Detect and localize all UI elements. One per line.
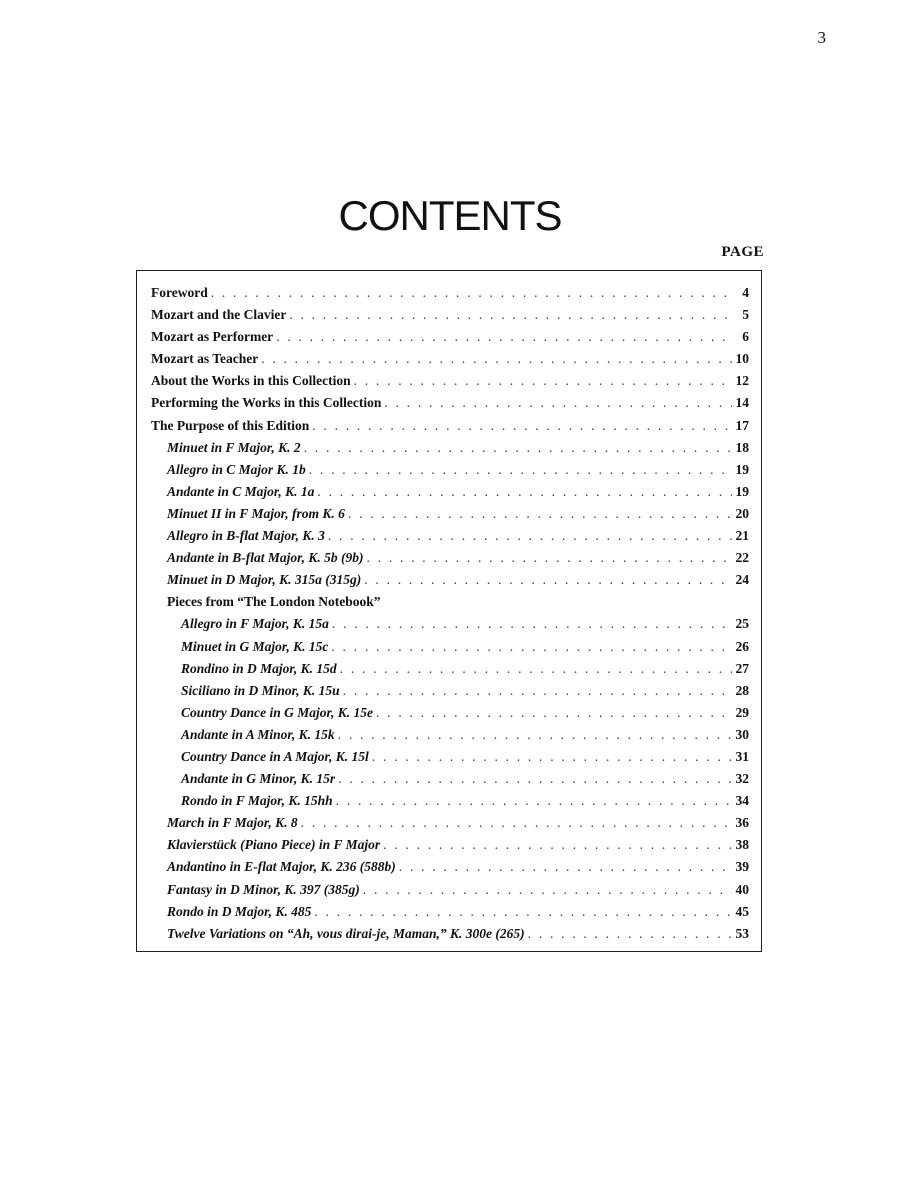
- toc-entry-page: 38: [735, 837, 749, 853]
- toc-entry-label: Performing the Works in this Collection: [151, 395, 382, 411]
- toc-entry-page: 19: [735, 483, 749, 499]
- toc-entry-page: 4: [742, 285, 749, 300]
- toc-subheading-label: Pieces from “The London Notebook”: [167, 594, 381, 610]
- toc-entry-label: Rondino in D Major, K. 15d: [181, 660, 337, 676]
- toc-entry-page: 36: [735, 815, 749, 831]
- dot-leader: [304, 440, 732, 456]
- toc-entry-label: March in F Major, K. 8: [167, 815, 298, 831]
- toc-entry-about-the-works[interactable]: [151, 373, 749, 395]
- dot-leader: [314, 904, 732, 920]
- toc-entry-label: Minuet in D Major, K. 315a (315g): [167, 572, 362, 588]
- dot-leader: [376, 705, 732, 721]
- toc-entry-label: Mozart as Performer: [151, 329, 274, 345]
- toc-entry-page: 20: [735, 505, 749, 521]
- toc-entry-piece[interactable]: [151, 639, 749, 661]
- toc-entry-label: Rondo in F Major, K. 15hh: [181, 793, 333, 809]
- dot-leader: [309, 462, 732, 478]
- dot-leader: [343, 683, 732, 699]
- toc-entry-mozart-as-teacher[interactable]: [151, 351, 749, 373]
- toc-entry-label: Country Dance in A Major, K. 15l: [181, 748, 369, 764]
- dot-leader: [348, 506, 732, 522]
- toc-entry-page: 28: [735, 682, 749, 698]
- dot-leader: [372, 749, 732, 765]
- toc-entry-piece[interactable]: [151, 440, 749, 462]
- toc-entry-piece[interactable]: [151, 572, 749, 594]
- toc-entry-piece[interactable]: [151, 793, 749, 815]
- toc-entry-label: About the Works in this Collection: [151, 373, 351, 389]
- dot-leader: [399, 859, 732, 875]
- toc-entry-piece[interactable]: [151, 705, 749, 727]
- toc-entry-label: The Purpose of this Edition: [151, 417, 310, 433]
- toc-entry-page: 6: [742, 329, 749, 345]
- toc-entry-page: 17: [735, 417, 749, 433]
- toc-entry-page: 27: [735, 660, 749, 676]
- toc-entry-page: 5: [742, 307, 749, 323]
- toc-entry-label: Mozart and the Clavier: [151, 307, 287, 323]
- toc-entry-page: 29: [735, 704, 749, 720]
- toc-entry-page: 32: [735, 771, 749, 787]
- toc-entry-piece[interactable]: [151, 661, 749, 683]
- toc-entry-label: Foreword: [151, 285, 208, 300]
- toc-entry-label: Andante in C Major, K. 1a: [167, 483, 315, 499]
- dot-leader: [211, 285, 732, 301]
- toc-entry-page: 45: [735, 903, 749, 919]
- toc-entry-piece[interactable]: [151, 550, 749, 572]
- toc-entry-page: 14: [735, 395, 749, 411]
- dot-leader: [276, 329, 732, 345]
- toc-entry-label: Andante in B-flat Major, K. 5b (9b): [167, 550, 364, 566]
- toc-entry-label: Allegro in B-flat Major, K. 3: [167, 528, 325, 544]
- toc-entry-label: Allegro in C Major K. 1b: [167, 461, 306, 477]
- dot-leader: [340, 661, 732, 677]
- toc-entry-piece[interactable]: [151, 683, 749, 705]
- toc-entry-mozart-as-performer[interactable]: [151, 329, 749, 351]
- toc-entry-page: 10: [735, 351, 749, 367]
- toc-entry-page: 53: [735, 925, 749, 941]
- toc-entry-piece[interactable]: [151, 815, 749, 837]
- dot-leader: [364, 572, 732, 588]
- toc-entry-piece[interactable]: [151, 749, 749, 771]
- toc-entry-page: 19: [735, 461, 749, 477]
- page-title: CONTENTS: [338, 192, 562, 239]
- toc-entry-mozart-and-the-clavier[interactable]: [151, 307, 749, 329]
- dot-leader: [301, 815, 732, 831]
- toc-entry-label: Klavierstück (Piano Piece) in F Major: [167, 837, 381, 853]
- toc-entry-label: Andantino in E-flat Major, K. 236 (588b): [167, 859, 396, 875]
- toc-entry-label: Andante in A Minor, K. 15k: [181, 726, 335, 742]
- dot-leader: [354, 373, 732, 389]
- toc-entry-label: Country Dance in G Major, K. 15e: [181, 704, 374, 720]
- toc-entry-page: 22: [735, 550, 749, 566]
- toc-entry-piece[interactable]: [151, 882, 749, 904]
- toc-entry-piece[interactable]: [151, 837, 749, 859]
- dot-leader: [289, 307, 732, 323]
- toc-subheading-london-notebook: [151, 594, 749, 616]
- toc-entry-label: Minuet in G Major, K. 15c: [181, 638, 329, 654]
- toc-entry-performing-the-works[interactable]: [151, 395, 749, 417]
- toc-entry-piece[interactable]: [151, 771, 749, 793]
- dot-leader: [332, 616, 732, 632]
- toc-entry-label: Siciliano in D Minor, K. 15u: [181, 682, 340, 698]
- toc-entry-purpose-of-edition[interactable]: [151, 418, 749, 440]
- toc-entry-piece[interactable]: [151, 462, 749, 484]
- dot-leader: [383, 837, 732, 853]
- dot-leader: [363, 882, 732, 898]
- toc-entry-piece[interactable]: [151, 616, 749, 638]
- toc-entry-piece[interactable]: [151, 926, 749, 948]
- toc-entry-page: 12: [735, 373, 749, 389]
- dot-leader: [367, 550, 732, 566]
- dot-leader: [317, 484, 732, 500]
- dot-leader: [336, 793, 732, 809]
- toc-entry-page: 26: [735, 638, 749, 654]
- toc-entry-page: 24: [735, 572, 749, 588]
- toc-entry-label: Andante in G Minor, K. 15r: [181, 771, 336, 787]
- dot-leader: [312, 418, 732, 434]
- toc-entry-page: 30: [735, 726, 749, 742]
- dot-leader: [384, 395, 732, 411]
- dot-leader: [331, 639, 732, 655]
- toc-entry-piece[interactable]: [151, 859, 749, 881]
- dot-leader: [338, 727, 732, 743]
- toc-entry-label: Rondo in D Major, K. 485: [167, 903, 312, 919]
- toc-entry-page: 25: [735, 616, 749, 632]
- toc-entry-label: Allegro in F Major, K. 15a: [181, 616, 329, 632]
- dot-leader: [261, 351, 732, 367]
- toc-entry-page: 21: [735, 528, 749, 544]
- toc-entry-page: 39: [735, 859, 749, 875]
- dot-leader: [528, 926, 732, 942]
- page-column-header: PAGE: [721, 244, 764, 260]
- toc-entry-page: 18: [735, 439, 749, 455]
- dot-leader: [338, 771, 732, 787]
- toc-entry-piece[interactable]: [151, 506, 749, 528]
- toc-entry-page: 31: [735, 748, 749, 764]
- toc-entry-piece[interactable]: [151, 904, 749, 926]
- toc-entry-label: Mozart as Teacher: [151, 351, 259, 367]
- toc-entry-page: 34: [735, 793, 749, 809]
- contents-box: [136, 270, 762, 952]
- dot-leader: [328, 528, 732, 544]
- toc-entry-label: Fantasy in D Minor, K. 397 (385g): [167, 881, 360, 897]
- toc-entry-label: Minuet in F Major, K. 2: [167, 439, 301, 455]
- toc-entry-label: Minuet II in F Major, from K. 6: [167, 505, 345, 521]
- toc-entry-piece[interactable]: [151, 727, 749, 749]
- toc-entry-label: Twelve Variations on “Ah, vous dirai-je, Maman,” K. 300e (265): [167, 925, 525, 941]
- toc-entry-piece[interactable]: [151, 528, 749, 550]
- page-number: 3: [817, 28, 826, 47]
- toc-entry-piece[interactable]: [151, 484, 749, 506]
- toc-entry-foreword[interactable]: [151, 285, 749, 307]
- toc-entry-page: 40: [735, 881, 749, 897]
